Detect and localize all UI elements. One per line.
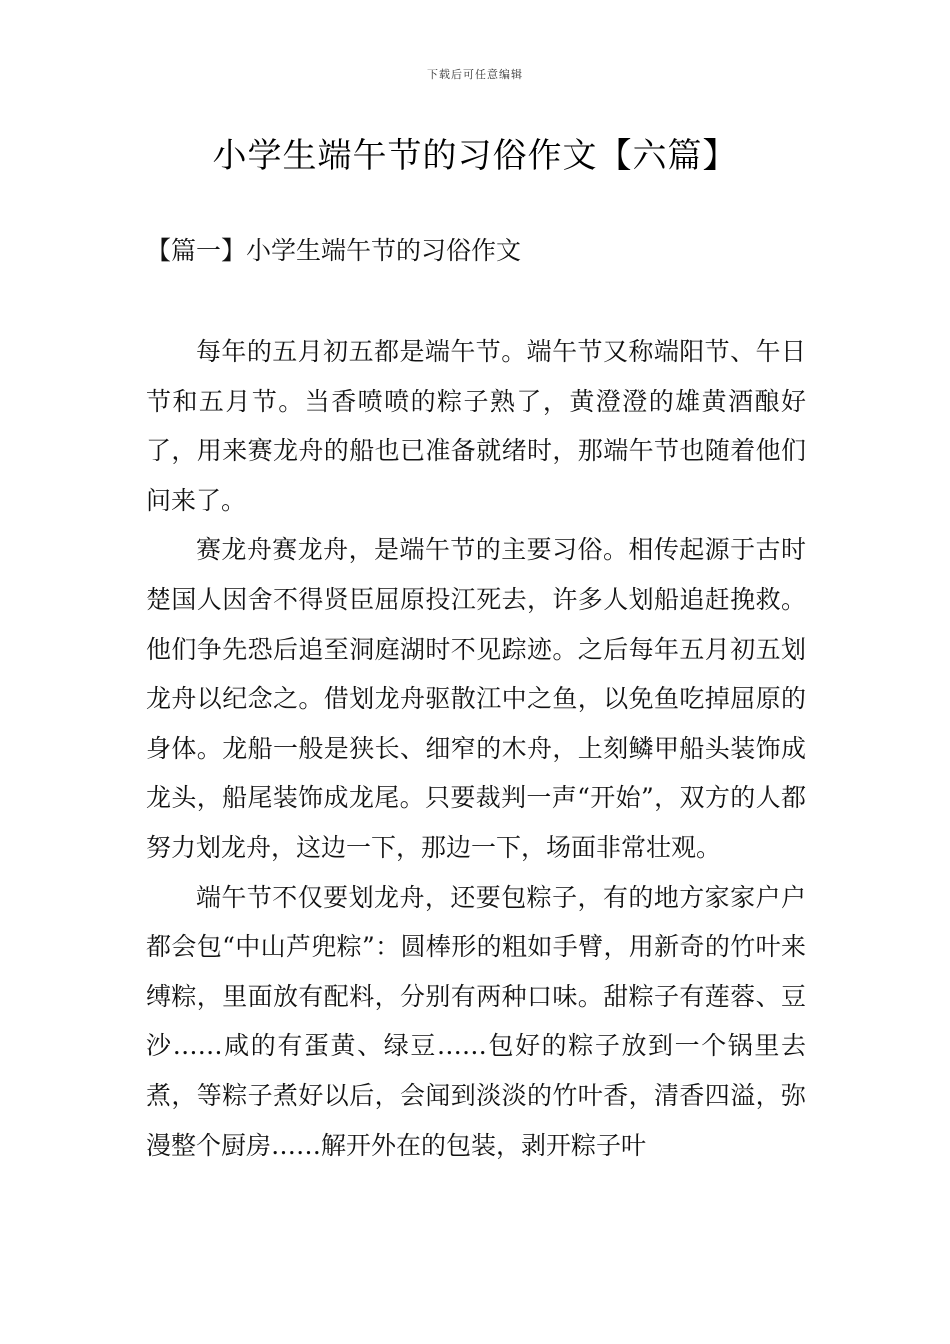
header-note: 下载后可任意编辑 <box>427 68 523 81</box>
section-heading: 【篇一】小学生端午节的习俗作文 <box>146 236 522 265</box>
paragraph: 端午节不仅要划龙舟，还要包粽子，有的地方家家户户都会包“中山芦兜粽”：圆棒形的粗如手臂，用新奇的竹叶来缚粽，里面放有配料，分别有两种口味。甜粽子有莲蓉、豆沙……咸的有蛋黄、绿豆……包好的粽子放到一个锅里去煮，等粽子煮好以后，会闻到淡淡的竹叶香，清香四溢，弥漫整个厨房……解开外在的包装，剥开粽子叶 <box>146 882 806 1160</box>
document-title: 小学生端午节的习俗作文【六篇】 <box>212 136 738 176</box>
paragraph: 赛龙舟赛龙舟，是端午节的主要习俗。相传起源于古时楚国人因舍不得贤臣屈原投江死去，许多人划船追赶挽救。他们争先恐后追至洞庭湖时不见踪迹。之后每年五月初五划龙舟以纪念之。借划龙舟驱散江中之鱼，以免鱼吃掉屈原的身体。龙船一般是狭长、细窄的木舟，上刻鳞甲船头装饰成龙头，船尾装饰成龙尾。只要裁判一声“开始”，双方的人都努力划龙舟，这边一下，那边一下，场面非常壮观。 <box>146 535 806 862</box>
body-text <box>146 327 806 1170</box>
paragraph: 每年的五月初五都是端午节。端午节又称端阳节、午日节和五月节。当香喷喷的粽子熟了，黄澄澄的雄黄酒酿好了，用来赛龙舟的船也已准备就绪时，那端午节也随着他们问来了。 <box>146 337 806 515</box>
